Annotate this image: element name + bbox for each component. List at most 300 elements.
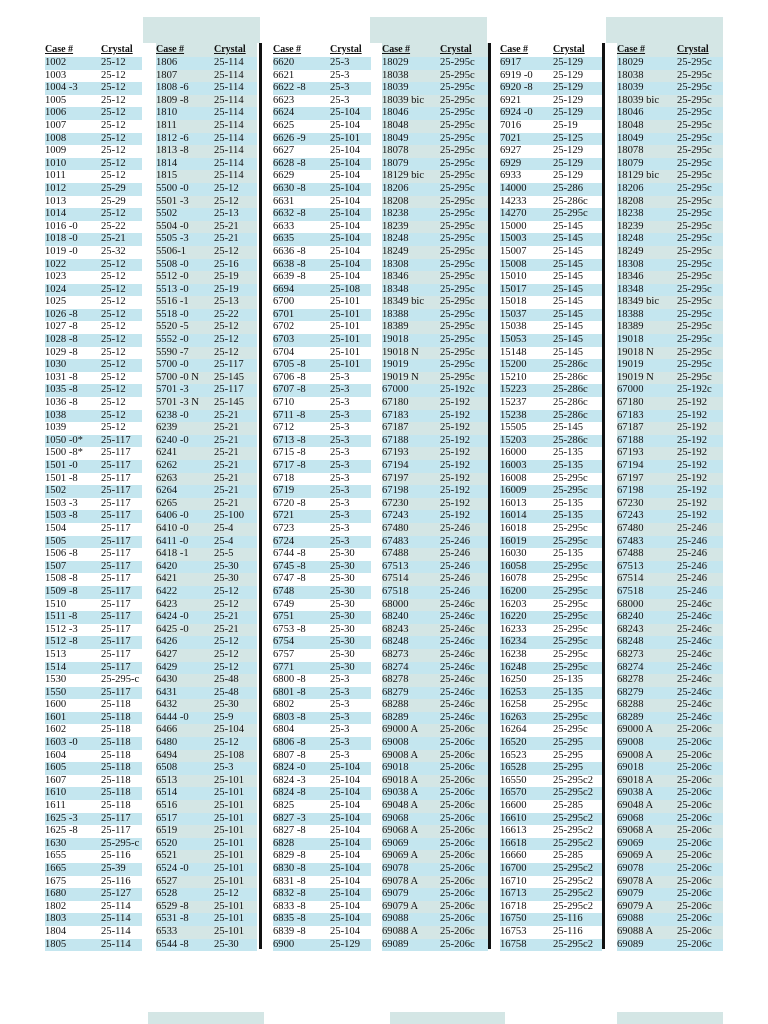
case-number: 6806 -8 bbox=[273, 737, 306, 749]
table-body bbox=[500, 57, 602, 951]
table-row bbox=[45, 636, 142, 649]
crystal-number: 25-3 bbox=[330, 522, 350, 534]
crystal-number: 25-145 bbox=[553, 258, 584, 270]
case-number: 69079 bbox=[382, 888, 409, 900]
case-number: 1655 bbox=[45, 850, 67, 862]
column-divider bbox=[602, 43, 605, 949]
case-number: 16718 bbox=[500, 900, 527, 912]
crystal-number: 25-12 bbox=[214, 334, 239, 346]
case-number: 68288 bbox=[617, 699, 644, 711]
table-row bbox=[45, 611, 142, 624]
case-number: 16610 bbox=[500, 812, 527, 824]
table-row bbox=[382, 699, 488, 712]
case-number: 67183 bbox=[382, 409, 409, 421]
case-number: 5506-1 bbox=[156, 245, 187, 257]
crystal-number: 25-295c bbox=[677, 157, 712, 169]
table-row bbox=[382, 523, 488, 536]
table-row bbox=[382, 876, 488, 889]
table-row bbox=[45, 724, 142, 737]
table-row bbox=[273, 485, 371, 498]
crystal-number: 25-116 bbox=[101, 875, 131, 887]
table-row bbox=[500, 548, 602, 561]
case-number: 6527 bbox=[156, 875, 178, 887]
table-row bbox=[45, 674, 142, 687]
crystal-number: 25-12 bbox=[214, 648, 239, 660]
case-number: 1630 bbox=[45, 837, 67, 849]
case-number: 15237 bbox=[500, 397, 527, 409]
table-row bbox=[45, 196, 142, 209]
table-row bbox=[45, 561, 142, 574]
crystal-number: 25-114 bbox=[214, 57, 244, 68]
crystal-number: 25-104 bbox=[330, 208, 361, 220]
table-row bbox=[45, 57, 142, 70]
table-row bbox=[500, 876, 602, 889]
table-row bbox=[156, 750, 257, 763]
crystal-number: 25-206c bbox=[440, 925, 475, 937]
table-row bbox=[382, 573, 488, 586]
crystal-number: 25-4 bbox=[214, 522, 234, 534]
case-number: 18206 bbox=[617, 182, 644, 194]
case-number: 6422 bbox=[156, 585, 178, 597]
table-row bbox=[156, 435, 257, 448]
table-body bbox=[45, 57, 142, 951]
case-number: 6529 -8 bbox=[156, 900, 189, 912]
crystal-number: 25-295c bbox=[553, 598, 588, 610]
table-row bbox=[156, 586, 257, 599]
crystal-number: 25-246 bbox=[440, 535, 471, 547]
case-number: 6800 -8 bbox=[273, 674, 306, 686]
table-row bbox=[382, 347, 488, 360]
table-row bbox=[273, 901, 371, 914]
table-row bbox=[273, 183, 371, 196]
crystal-number: 25-295-c bbox=[101, 837, 140, 849]
crystal-number: 25-4 bbox=[214, 535, 234, 547]
table-row bbox=[500, 347, 602, 360]
case-number: 1023 bbox=[45, 271, 67, 283]
table-row bbox=[500, 397, 602, 410]
table-row bbox=[500, 838, 602, 851]
crystal-number: 25-12 bbox=[214, 737, 239, 749]
case-number: 6426 bbox=[156, 636, 178, 648]
crystal-number: 25-104 bbox=[330, 800, 361, 812]
table-row bbox=[45, 687, 142, 700]
crystal-number: 25-117 bbox=[214, 384, 244, 396]
crystal-number: 25-145 bbox=[553, 296, 584, 308]
table-row bbox=[500, 649, 602, 662]
table-row bbox=[156, 284, 257, 297]
case-number: 16013 bbox=[500, 497, 527, 509]
crystal-number: 25-114 bbox=[101, 913, 131, 925]
case-number: 18129 bic bbox=[617, 170, 660, 182]
case-number: 6533 bbox=[156, 925, 178, 937]
crystal-number: 25-192 bbox=[440, 485, 471, 497]
case-number: 6701 bbox=[273, 308, 295, 320]
table-row bbox=[273, 170, 371, 183]
table-row bbox=[617, 737, 723, 750]
crystal-number: 25-295c bbox=[553, 535, 588, 547]
table-row bbox=[382, 548, 488, 561]
crystal-number: 25-12 bbox=[101, 283, 126, 295]
table-row bbox=[45, 82, 142, 95]
crystal-header-label: Crystal bbox=[440, 44, 472, 55]
crystal-number: 25-192 bbox=[677, 485, 708, 497]
crystal-number: 25-145 bbox=[553, 346, 584, 358]
case-number: 16264 bbox=[500, 724, 527, 736]
table-row bbox=[273, 347, 371, 360]
crystal-number: 25-192 bbox=[677, 497, 708, 509]
case-number: 6635 bbox=[273, 233, 295, 245]
case-number: 1031 -8 bbox=[45, 371, 78, 383]
case-number: 1014 bbox=[45, 208, 67, 220]
crystal-header bbox=[440, 43, 472, 57]
case-number: 6917 bbox=[500, 57, 522, 68]
crystal-number: 25-246 bbox=[440, 560, 471, 572]
case-number: 1028 -8 bbox=[45, 334, 78, 346]
table-row bbox=[156, 246, 257, 259]
table-row bbox=[617, 939, 723, 952]
case-number: 18248 bbox=[617, 233, 644, 245]
case-number: 6638 -8 bbox=[273, 258, 306, 270]
case-number: 18239 bbox=[382, 220, 409, 232]
crystal-header-label: Crystal bbox=[101, 44, 133, 55]
crystal-number: 25-13 bbox=[214, 296, 239, 308]
case-number: 69000 A bbox=[617, 724, 654, 736]
case-number: 16009 bbox=[500, 485, 527, 497]
table-row bbox=[500, 913, 602, 926]
case-number: 69068 bbox=[617, 812, 644, 824]
table-row bbox=[382, 498, 488, 511]
table-row bbox=[45, 888, 142, 901]
case-number: 16248 bbox=[500, 661, 527, 673]
table-body bbox=[617, 57, 723, 951]
crystal-number: 25-295c bbox=[677, 182, 712, 194]
crystal-number: 25-12 bbox=[101, 308, 126, 320]
crystal-number: 25-295c bbox=[677, 119, 712, 131]
table-row bbox=[382, 183, 488, 196]
case-number: 16523 bbox=[500, 749, 527, 761]
case-number: 1018 -0 bbox=[45, 233, 78, 245]
case-number: 6749 bbox=[273, 598, 295, 610]
table-row bbox=[382, 624, 488, 637]
case-number: 69079 A bbox=[382, 900, 419, 912]
crystal-number: 25-12 bbox=[101, 57, 126, 68]
table-row bbox=[617, 498, 723, 511]
crystal-number: 25-104 bbox=[330, 837, 361, 849]
table-row bbox=[156, 674, 257, 687]
table-row bbox=[45, 359, 142, 372]
case-number: 6265 bbox=[156, 497, 178, 509]
crystal-number: 25-145 bbox=[553, 233, 584, 245]
crystal-number: 25-246c bbox=[440, 674, 475, 686]
case-number: 6636 -8 bbox=[273, 245, 306, 257]
case-number: 18078 bbox=[617, 145, 644, 157]
case-header bbox=[156, 43, 214, 57]
table-row bbox=[382, 435, 488, 448]
crystal-number: 25-21 bbox=[214, 485, 239, 497]
case-number: 6424 -0 bbox=[156, 611, 189, 623]
table-row bbox=[617, 284, 723, 297]
table-row bbox=[617, 649, 723, 662]
case-number: 69068 A bbox=[617, 825, 654, 837]
crystal-number: 25-295c bbox=[440, 359, 475, 371]
table-row bbox=[500, 800, 602, 813]
crystal-number: 25-12 bbox=[214, 636, 239, 648]
crystal-number: 25-104 bbox=[330, 900, 361, 912]
table-row bbox=[382, 196, 488, 209]
crystal-number: 25-295c2 bbox=[553, 825, 594, 837]
crystal-number: 25-206c bbox=[440, 749, 475, 761]
case-number: 67188 bbox=[382, 434, 409, 446]
table-row bbox=[617, 876, 723, 889]
table-row bbox=[617, 271, 723, 284]
case-number: 16520 bbox=[500, 737, 527, 749]
crystal-number: 25-30 bbox=[330, 623, 355, 635]
case-number: 1036 -8 bbox=[45, 397, 78, 409]
case-number: 19019 N bbox=[617, 371, 654, 383]
table-row bbox=[273, 850, 371, 863]
crystal-number: 25-104 bbox=[330, 875, 361, 887]
table-row bbox=[273, 724, 371, 737]
case-number: 5512 -0 bbox=[156, 271, 189, 283]
case-number: 1507 bbox=[45, 560, 67, 572]
crystal-number: 25-295c bbox=[677, 69, 712, 81]
table-row bbox=[156, 410, 257, 423]
crystal-number: 25-145 bbox=[553, 283, 584, 295]
table-row bbox=[156, 662, 257, 675]
crystal-number: 25-104 bbox=[330, 145, 361, 157]
column-header bbox=[500, 43, 602, 57]
case-number: 68279 bbox=[617, 686, 644, 698]
case-number: 67480 bbox=[617, 522, 644, 534]
crystal-number: 25-295c bbox=[440, 220, 475, 232]
case-number: 15223 bbox=[500, 384, 527, 396]
table-row bbox=[382, 510, 488, 523]
table-row bbox=[45, 586, 142, 599]
crystal-number: 25-206c bbox=[440, 774, 475, 786]
case-number: 67000 bbox=[382, 384, 409, 396]
case-number: 16550 bbox=[500, 774, 527, 786]
crystal-number: 25-30 bbox=[330, 560, 355, 572]
table-row bbox=[500, 359, 602, 372]
crystal-number: 25-3 bbox=[330, 397, 350, 409]
case-number: 6410 -0 bbox=[156, 522, 189, 534]
case-number: 1625 -8 bbox=[45, 825, 78, 837]
table-row bbox=[273, 876, 371, 889]
crystal-number: 25-117 bbox=[101, 560, 131, 572]
crystal-number: 25-295c bbox=[677, 107, 712, 119]
crystal-number: 25-3 bbox=[330, 699, 350, 711]
crystal-number: 25-246c bbox=[677, 598, 712, 610]
table-row bbox=[617, 183, 723, 196]
crystal-number: 25-206c bbox=[440, 888, 475, 900]
case-number: 6835 -8 bbox=[273, 913, 306, 925]
crystal-number: 25-101 bbox=[214, 825, 245, 837]
table-row bbox=[45, 876, 142, 889]
table-row bbox=[45, 750, 142, 763]
table-row bbox=[382, 888, 488, 901]
table-row bbox=[45, 435, 142, 448]
case-number: 67194 bbox=[617, 460, 644, 471]
crystal-number: 25-117 bbox=[101, 636, 131, 648]
case-number: 15000 bbox=[500, 220, 527, 232]
table-row bbox=[273, 196, 371, 209]
crystal-number: 25-295c bbox=[553, 208, 588, 220]
case-number: 1809 -8 bbox=[156, 94, 189, 106]
table-row bbox=[382, 636, 488, 649]
crystal-number: 25-295c bbox=[677, 145, 712, 157]
crystal-number: 25-192 bbox=[440, 397, 471, 409]
case-number: 69078 A bbox=[617, 875, 654, 887]
table-row bbox=[617, 158, 723, 171]
case-number: 19018 bbox=[382, 334, 409, 346]
crystal-number: 25-12 bbox=[101, 422, 126, 434]
table-row bbox=[273, 447, 371, 460]
case-number: 1512 -8 bbox=[45, 636, 78, 648]
case-number: 1813 -8 bbox=[156, 145, 189, 157]
crystal-number: 25-246c bbox=[677, 661, 712, 673]
table-row bbox=[382, 246, 488, 259]
case-number: 6423 bbox=[156, 598, 178, 610]
table-row bbox=[273, 611, 371, 624]
column-divider bbox=[488, 43, 491, 949]
case-number: 15238 bbox=[500, 409, 527, 421]
crystal-number: 25-3 bbox=[330, 686, 350, 698]
table-row bbox=[273, 233, 371, 246]
table-row bbox=[382, 397, 488, 410]
table-row bbox=[156, 359, 257, 372]
table-row bbox=[500, 372, 602, 385]
table-row bbox=[382, 939, 488, 952]
case-number: 1602 bbox=[45, 724, 67, 736]
crystal-number: 25-3 bbox=[330, 384, 350, 396]
crystal-number: 25-118 bbox=[101, 699, 131, 711]
case-number: 18046 bbox=[617, 107, 644, 119]
table-row bbox=[500, 762, 602, 775]
case-number: 69018 A bbox=[382, 774, 419, 786]
crystal-number: 25-246 bbox=[440, 522, 471, 534]
table-row bbox=[45, 699, 142, 712]
table-row bbox=[382, 359, 488, 372]
case-number: 1802 bbox=[45, 900, 67, 912]
case-number: 6411 -0 bbox=[156, 535, 189, 547]
crystal-number: 25-30 bbox=[330, 573, 355, 585]
case-number: 6519 bbox=[156, 825, 178, 837]
table-row bbox=[617, 435, 723, 448]
case-number: 69018 bbox=[382, 762, 409, 774]
table-row bbox=[45, 233, 142, 246]
case-header-label: Case # bbox=[45, 44, 74, 55]
table-row bbox=[45, 259, 142, 272]
table-row bbox=[156, 422, 257, 435]
table-row bbox=[156, 687, 257, 700]
table-row bbox=[617, 120, 723, 133]
table-group-1 bbox=[45, 43, 142, 951]
crystal-number: 25-104 bbox=[330, 888, 361, 900]
table-row bbox=[617, 724, 723, 737]
table-row bbox=[45, 850, 142, 863]
table-row bbox=[617, 926, 723, 939]
crystal-number: 25-12 bbox=[214, 888, 239, 900]
table-row bbox=[382, 384, 488, 397]
case-number: 15203 bbox=[500, 434, 527, 446]
crystal-number: 25-295c bbox=[677, 359, 712, 371]
case-number: 6624 bbox=[273, 107, 295, 119]
case-header-label: Case # bbox=[382, 44, 411, 55]
case-number: 16713 bbox=[500, 888, 527, 900]
table-row bbox=[45, 838, 142, 851]
case-number: 15008 bbox=[500, 258, 527, 270]
case-number: 18238 bbox=[617, 208, 644, 220]
crystal-number: 25-3 bbox=[330, 510, 350, 522]
table-row bbox=[273, 624, 371, 637]
table-row bbox=[382, 863, 488, 876]
crystal-number: 25-30 bbox=[330, 611, 355, 623]
crystal-number: 25-246 bbox=[677, 573, 708, 585]
case-number: 67514 bbox=[382, 573, 409, 585]
crystal-number: 25-295c bbox=[553, 611, 588, 623]
crystal-number: 25-295c bbox=[553, 573, 588, 585]
case-number: 19018 N bbox=[382, 346, 419, 358]
table-row bbox=[45, 70, 142, 83]
crystal-number: 25-295c bbox=[440, 119, 475, 131]
table-row bbox=[382, 762, 488, 775]
table-row bbox=[500, 662, 602, 675]
crystal-number: 25-104 bbox=[330, 271, 361, 283]
crystal-number: 25-295 bbox=[553, 737, 584, 749]
case-number: 1603 -0 bbox=[45, 737, 78, 749]
table-row bbox=[617, 233, 723, 246]
case-number: 67230 bbox=[382, 497, 409, 509]
crystal-number: 25-30 bbox=[214, 560, 239, 572]
crystal-number: 25-246c bbox=[677, 636, 712, 648]
case-number: 6531 -8 bbox=[156, 913, 189, 925]
table-row bbox=[382, 825, 488, 838]
table-row bbox=[500, 259, 602, 272]
case-number: 1016 -0 bbox=[45, 220, 78, 232]
case-number: 6712 bbox=[273, 422, 295, 434]
crystal-number: 25-129 bbox=[553, 145, 584, 157]
table-row bbox=[273, 712, 371, 725]
case-number: 5505 -3 bbox=[156, 233, 189, 245]
case-number: 16660 bbox=[500, 850, 527, 862]
case-number: 5504 -0 bbox=[156, 220, 189, 232]
crystal-number: 25-206c bbox=[440, 762, 475, 774]
table-row bbox=[273, 737, 371, 750]
crystal-number: 25-246c bbox=[677, 699, 712, 711]
table-row bbox=[156, 901, 257, 914]
table-row bbox=[500, 787, 602, 800]
table-row bbox=[156, 384, 257, 397]
case-number: 16233 bbox=[500, 623, 527, 635]
crystal-number: 25-3 bbox=[330, 371, 350, 383]
crystal-number: 25-246 bbox=[677, 548, 708, 560]
case-number: 18049 bbox=[617, 132, 644, 144]
crystal-number: 25-101 bbox=[214, 787, 245, 799]
case-number: 1501 -0 bbox=[45, 460, 78, 471]
crystal-number: 25-118 bbox=[101, 737, 131, 749]
table-row bbox=[382, 284, 488, 297]
case-number: 5513 -0 bbox=[156, 283, 189, 295]
table-row bbox=[156, 158, 257, 171]
crystal-number: 25-48 bbox=[214, 674, 239, 686]
top-band bbox=[606, 17, 723, 43]
table-row bbox=[45, 523, 142, 536]
crystal-number: 25-104 bbox=[330, 119, 361, 131]
table-row bbox=[156, 498, 257, 511]
case-number: 1814 bbox=[156, 157, 178, 169]
crystal-number: 25-206c bbox=[677, 787, 712, 799]
table-row bbox=[617, 523, 723, 536]
